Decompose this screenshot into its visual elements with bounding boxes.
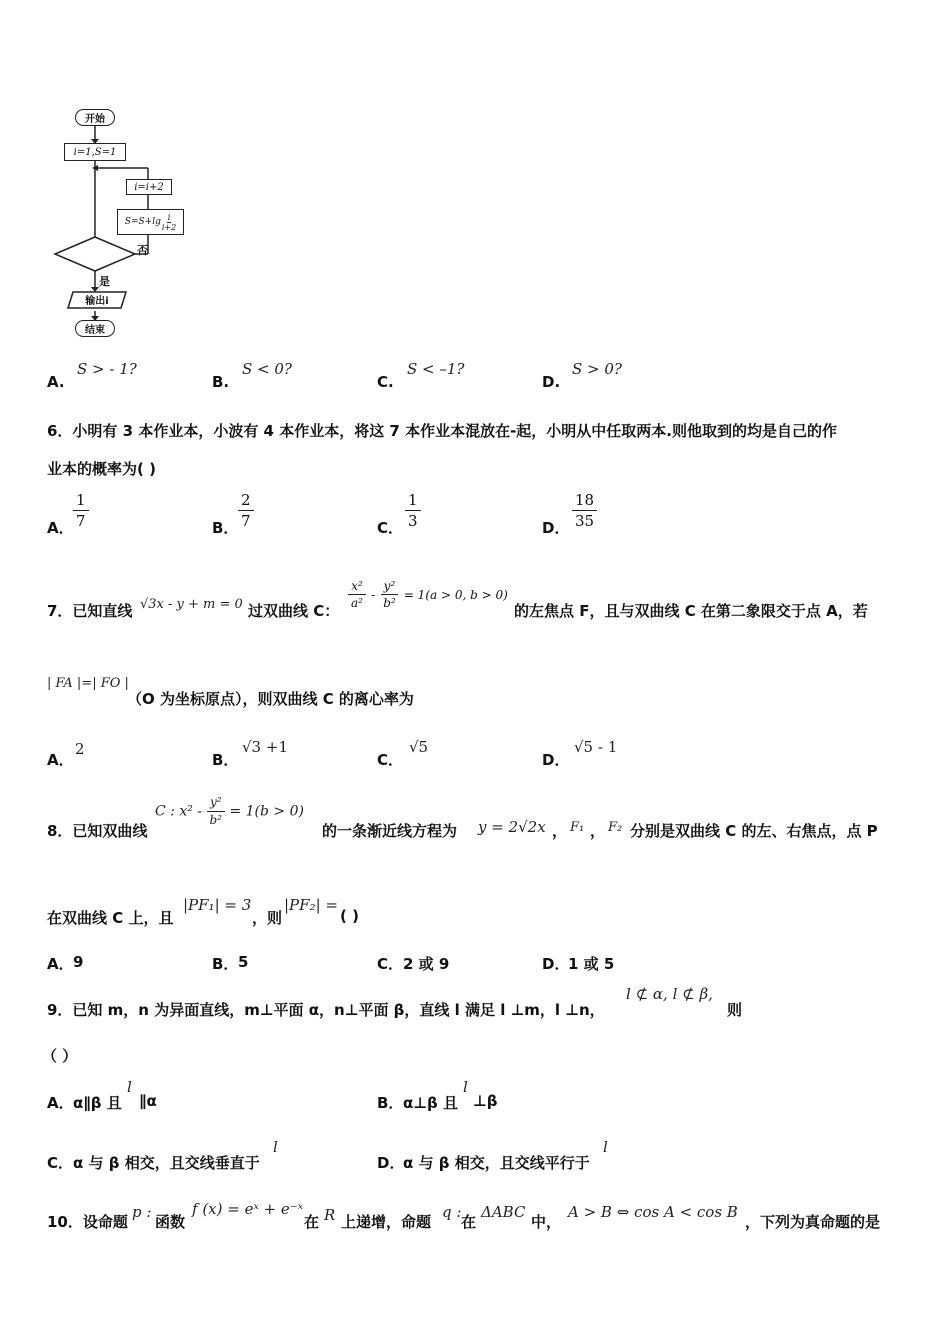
option-text: α⊥β 且	[403, 1094, 458, 1112]
option-label: A.	[47, 373, 65, 391]
q8-line2-mid: ，则	[252, 909, 283, 927]
option-text: α 与 β 相交，且交线平行于	[403, 1154, 590, 1172]
option-label: B．	[212, 955, 239, 973]
option-text: 2 或 9	[403, 955, 450, 973]
option-label: A．	[47, 955, 74, 973]
q9-option-b[interactable]	[377, 1078, 677, 1112]
flowchart-no-label: 否	[137, 244, 148, 257]
option-label: C．	[377, 955, 404, 973]
flowchart-update	[117, 209, 184, 235]
frac-den: b²	[209, 813, 222, 827]
q7-option-a[interactable]	[47, 740, 197, 768]
q5-option-a[interactable]	[47, 360, 197, 392]
q6-option-c[interactable]	[377, 490, 527, 540]
q10-condition: A > B ⇔ cos A < cos B	[568, 1203, 738, 1221]
q8-option-d[interactable]	[542, 953, 692, 975]
frac-num: y²	[207, 794, 225, 812]
flowchart-output	[67, 291, 127, 309]
q6-line2: 业本的概率为( )	[47, 460, 156, 478]
frac-den: 3	[408, 512, 418, 530]
update-den: i+2	[161, 222, 177, 232]
option-text: S > - 1?	[77, 360, 137, 378]
frac-num: 2	[238, 490, 254, 511]
output-text: 输出i	[85, 296, 109, 307]
flowchart	[50, 105, 220, 345]
q8-option-b[interactable]	[212, 953, 362, 975]
option-l: l	[463, 1078, 468, 1096]
q7-suffix: 的左焦点 F，且与双曲线 C 在第二象限交于点 A，若	[514, 602, 868, 620]
flowchart-end: 结束	[75, 320, 115, 337]
q10-text5: 中，	[531, 1213, 562, 1231]
q8-asymptote: y = 2√2x	[478, 818, 546, 836]
q5-option-c[interactable]	[377, 360, 527, 392]
option-label: B．	[212, 751, 239, 769]
option-text: α∥β 且	[73, 1094, 122, 1112]
option-label: D．	[542, 955, 570, 973]
q7-line2: （O 为坐标原点），则双曲线 C 的离心率为	[127, 690, 414, 708]
option-l: l	[127, 1078, 132, 1096]
q8-line2-prefix: 在双曲线 C 上，且	[47, 909, 174, 927]
q6-line1: 6．小明有 3 本作业本，小波有 4 本作业本，将这 7 本作业本混放在-起，小明从中任取两本.则他取到的均是自己的作	[47, 422, 838, 440]
frac-num: x²	[348, 578, 366, 595]
q8-mid: 的一条渐近线方程为	[322, 822, 458, 840]
option-label: A．	[47, 751, 74, 769]
frac-den: 7	[76, 512, 86, 530]
q10-text2: 在	[304, 1213, 320, 1231]
option-text-tail: ∥α	[139, 1092, 157, 1110]
option-label: A．	[47, 1094, 74, 1112]
option-label: B．	[377, 1094, 404, 1112]
q8-hyperbola-equation	[155, 794, 304, 840]
q5-option-b[interactable]	[212, 360, 362, 392]
q7-mid: 过双曲线 C：	[248, 602, 340, 620]
flowchart-start: 开始	[75, 109, 115, 126]
option-text-tail: ⊥β	[473, 1092, 498, 1110]
q8-f2: F₂	[608, 820, 623, 835]
q6-option-b[interactable]	[212, 490, 362, 540]
q6-option-a[interactable]	[47, 490, 197, 540]
option-l: l	[603, 1138, 608, 1156]
option-label: C．	[377, 519, 404, 537]
q8-sep2: ，	[590, 822, 606, 840]
q8-option-a[interactable]	[47, 953, 197, 975]
option-text: S < 0?	[242, 360, 292, 378]
option-text: 5	[238, 953, 249, 971]
curve-part: = 1(b > 0)	[229, 803, 304, 820]
q5-option-d[interactable]	[542, 360, 692, 392]
q9-then: 则	[727, 1001, 743, 1019]
q10-p: p :	[132, 1203, 152, 1221]
q8-line2-suffix: ( )	[340, 907, 359, 925]
q8-sep1: ，	[552, 822, 568, 840]
q9-option-a[interactable]	[47, 1078, 347, 1112]
option-label: C．	[47, 1154, 74, 1172]
frac-den: a²	[351, 596, 363, 610]
frac-num: y²	[381, 578, 399, 595]
q10-prefix: 10．设命题	[47, 1213, 128, 1231]
q7-option-d[interactable]	[542, 738, 692, 768]
option-label: C.	[377, 373, 394, 391]
option-text: √3 +1	[242, 738, 288, 756]
option-label: C．	[377, 751, 404, 769]
q8-suffix: 分别是双曲线 C 的左、右焦点，点 P	[630, 822, 878, 840]
q7-line-equation: √3x - y + m = 0	[140, 597, 243, 612]
flowchart-increment: i=i+2	[126, 179, 172, 195]
q10-text4: 在	[461, 1213, 477, 1231]
flowchart-yes-label: 是	[99, 275, 110, 288]
q10-text3: 上递增，命题	[341, 1213, 432, 1231]
q7-hyperbola-equation	[348, 578, 508, 622]
option-label: D.	[542, 373, 561, 391]
q8-pf2: |PF₂| =	[284, 896, 338, 914]
q10-q: q :	[442, 1203, 462, 1221]
q6-option-d[interactable]	[542, 490, 692, 540]
q9-option-d[interactable]	[377, 1138, 677, 1172]
option-text: S > 0?	[572, 360, 622, 378]
option-label: B.	[212, 373, 230, 391]
option-text: α 与 β 相交，且交线垂直于	[73, 1154, 260, 1172]
q8-option-c[interactable]	[377, 953, 527, 975]
option-text: √5	[409, 738, 429, 756]
q9-condition: l ⊄ α, l ⊄ β,	[626, 985, 713, 1003]
q7-condition: | FA |=| FO |	[47, 676, 129, 691]
frac-den: b²	[383, 596, 396, 610]
q10-text1: 函数	[155, 1213, 186, 1231]
option-text: 9	[73, 953, 84, 971]
equation-tail: = 1(a > 0, b > 0)	[403, 588, 508, 602]
minus-sign: -	[371, 588, 376, 602]
q10-triangle: ΔABC	[481, 1203, 526, 1221]
q7-option-c[interactable]	[377, 738, 527, 768]
q8-prefix: 8．已知双曲线	[47, 822, 148, 840]
option-label: D．	[542, 519, 570, 537]
q8-pf1: |PF₁| = 3	[183, 896, 252, 914]
option-text: 2	[75, 740, 85, 758]
flowchart-init: i=1,S=1	[64, 143, 126, 161]
q9-line2: （ ）	[42, 1047, 78, 1065]
curve-part: C : x² -	[155, 803, 203, 820]
frac-den: 7	[241, 512, 251, 530]
update-num: i	[167, 212, 171, 222]
q10-R: R	[324, 1206, 336, 1224]
option-label: D．	[542, 751, 570, 769]
q10-function: f (x) = eˣ + e⁻ˣ	[192, 1200, 304, 1218]
frac-num: 18	[572, 490, 597, 511]
q9-option-c[interactable]	[47, 1138, 347, 1172]
option-l: l	[273, 1138, 278, 1156]
frac-num: 1	[405, 490, 421, 511]
option-label: B．	[212, 519, 239, 537]
option-text: 1 或 5	[568, 955, 615, 973]
q10-text6: ，下列为真命题的是	[745, 1213, 881, 1231]
frac-den: 35	[575, 512, 595, 530]
q8-f1: F₁	[570, 820, 585, 835]
option-label: A．	[47, 519, 74, 537]
option-text: S < –1?	[407, 360, 465, 378]
option-text: √5 - 1	[574, 738, 618, 756]
option-label: D．	[377, 1154, 405, 1172]
update-prefix: S=S+lg	[124, 217, 161, 227]
q9-line1: 9．已知 m，n 为异面直线，m⊥平面 α，n⊥平面 β，直线 l 满足 l ⊥m，l ⊥n，	[47, 1001, 605, 1019]
q7-prefix: 7．已知直线	[47, 602, 133, 620]
frac-num: 1	[73, 490, 89, 511]
q7-option-b[interactable]	[212, 738, 362, 768]
